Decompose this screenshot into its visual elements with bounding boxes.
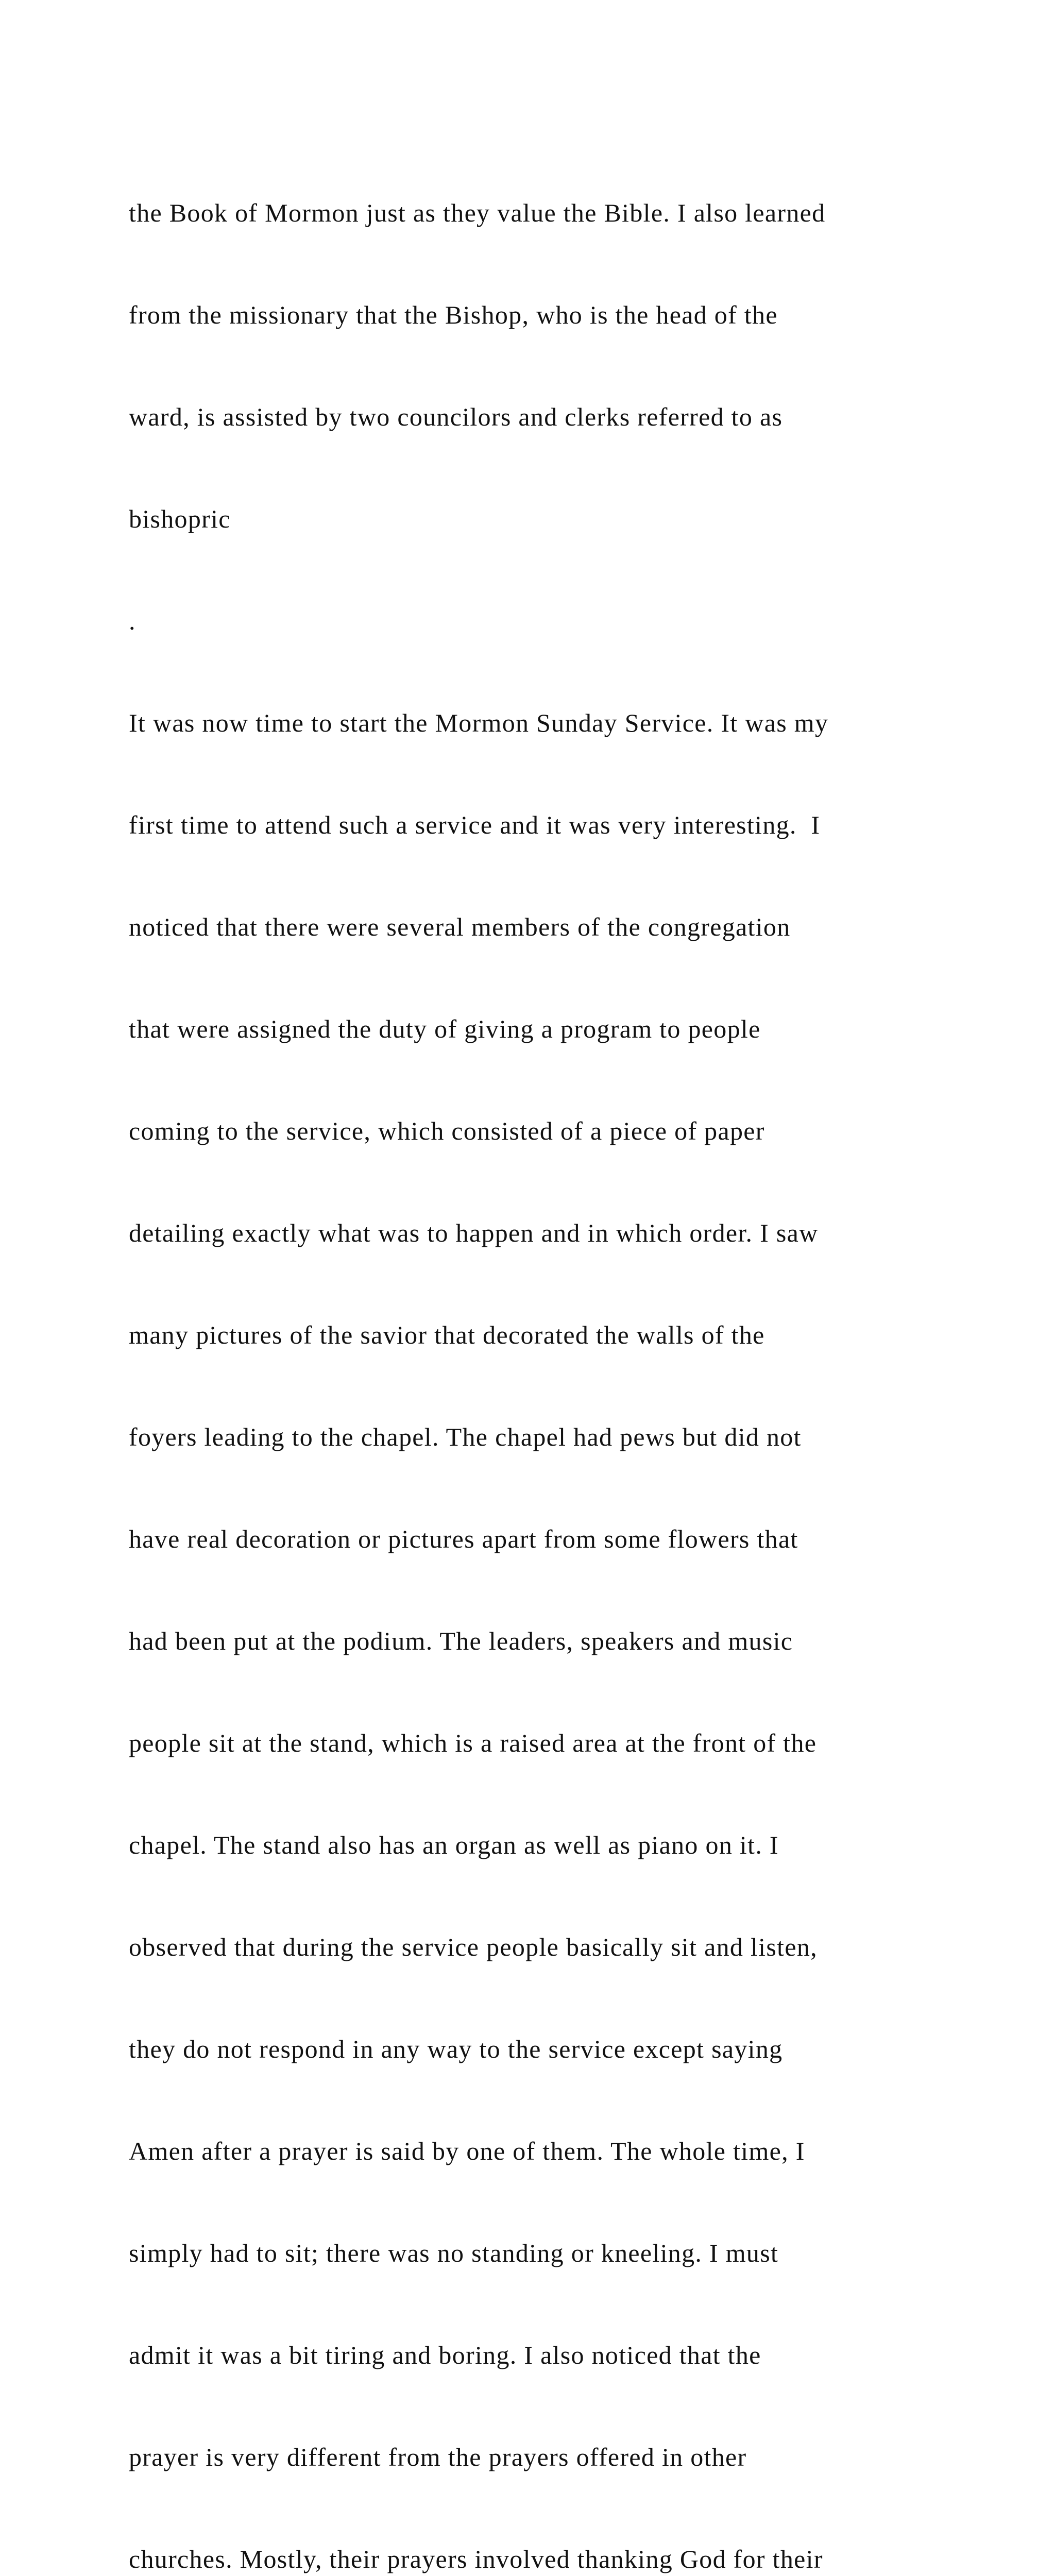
text-line: prayer is very different from the prayers offered in other	[129, 2443, 747, 2471]
text-line: they do not respond in any way to the service except saying	[129, 2035, 783, 2063]
text-line: bishopric	[129, 504, 231, 533]
text-line: It was now time to start the Mormon Sunday Service. It was my	[129, 708, 829, 737]
text-line: churches. Mostly, their prayers involved thanking God for their	[129, 2545, 823, 2573]
text-line: observed that during the service people basically sit and listen,	[129, 1933, 818, 1961]
text-line: admit it was a bit tiring and boring. I also noticed that the	[129, 2341, 761, 2369]
text-line: first time to attend such a service and it was very interesting. I	[129, 810, 821, 839]
text-line: foyers leading to the chapel. The chapel had pews but did not	[129, 1422, 802, 1451]
text-line: detailing exactly what was to happen and in which order. I saw	[129, 1218, 819, 1247]
text-line: .	[129, 606, 136, 635]
text-line: ward, is assisted by two councilors and clerks referred to as	[129, 402, 783, 431]
text-line: people sit at the stand, which is a raised area at the front of the	[129, 1728, 817, 1757]
text-line: Amen after a prayer is said by one of them. The whole time, I	[129, 2137, 805, 2165]
text-line: many pictures of the savior that decorated the walls of the	[129, 1320, 765, 1349]
text-line: the Book of Mormon just as they value the Bible. I also learned	[129, 198, 826, 227]
text-line: coming to the service, which consisted of a piece of paper	[129, 1116, 765, 1145]
body-text	[129, 128, 963, 2576]
text-line: from the missionary that the Bishop, who is the head of the	[129, 300, 778, 329]
text-line: had been put at the podium. The leaders, speakers and music	[129, 1626, 793, 1655]
text-line: have real decoration or pictures apart from some flowers that	[129, 1524, 798, 1553]
text-line: that were assigned the duty of giving a program to people	[129, 1014, 761, 1043]
text-line: chapel. The stand also has an organ as well as piano on it. I	[129, 1831, 779, 1859]
text-line: simply had to sit; there was no standing or kneeling. I must	[129, 2239, 779, 2267]
text-line: noticed that there were several members of the congregation	[129, 912, 791, 941]
